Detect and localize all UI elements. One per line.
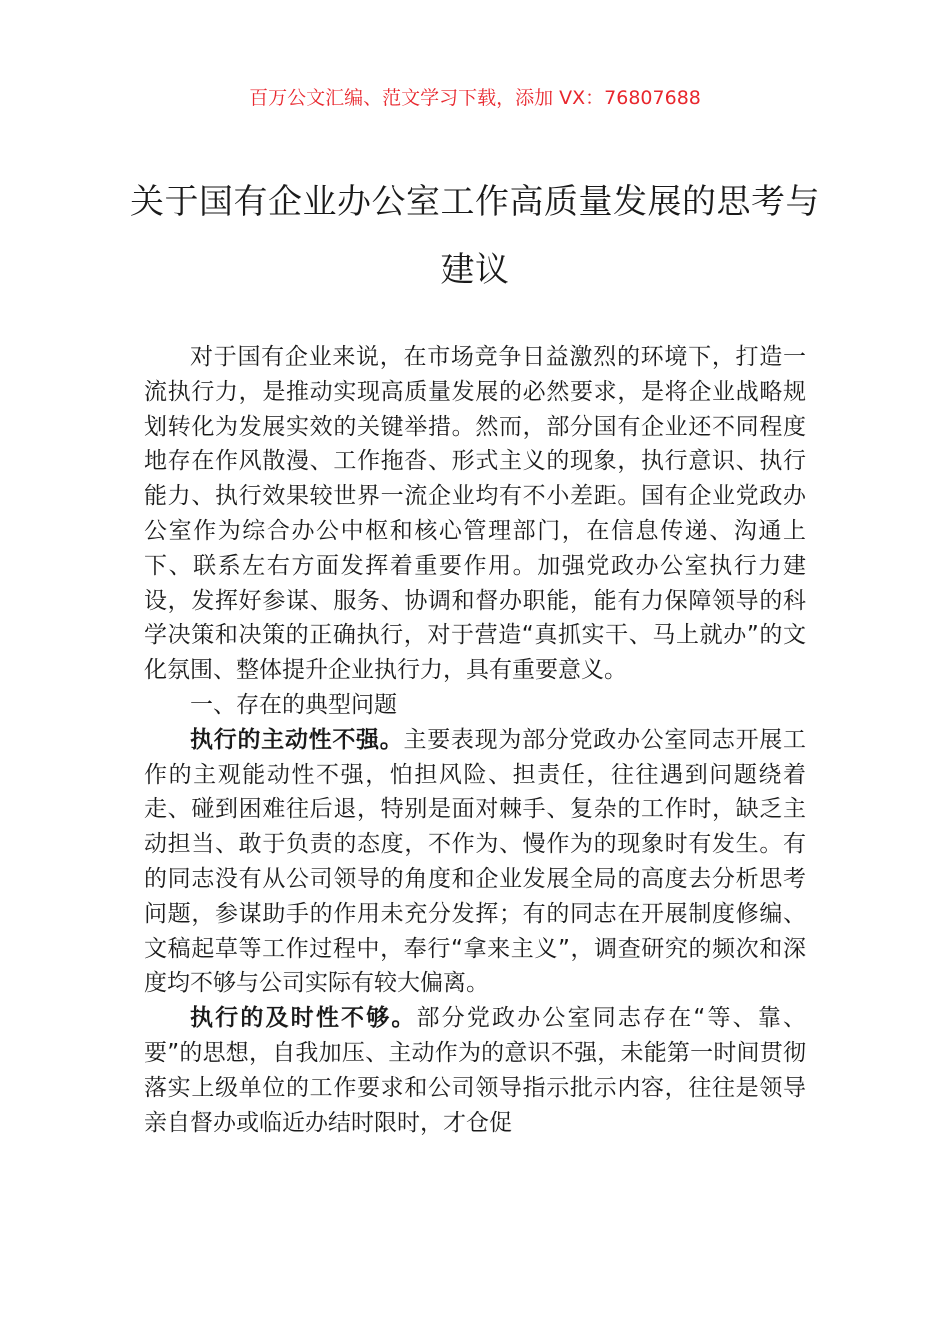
intro-paragraph: 对于国有企业来说，在市场竞争日益激烈的环境下，打造一流执行力，是推动实现高质量发展的必然要求，是将企业战略规划转化为发展实效的关键举措。然而，部分国有企业还不同程度地存在作风散漫、工作拖沓、形式主义的现象，执行意识、执行能力、执行效果较世界一流企业均有不小差距。国有企业党政办公室作为综合办公中枢和核心管理部门，在信息传递、沟通上下、联系左右方面发挥着重要作用。加强党政办公室执行力建设，发挥好参谋、服务、协调和督办职能，能有力保障领导的科学决策和决策的正确执行，对于营造“真抓实干、马上就办”的文化氛围、整体提升企业执行力，具有重要意义。 bbox=[144, 344, 806, 684]
section-heading: 一、存在的典型问题 bbox=[190, 691, 397, 718]
download-banner: 百万公文汇编、范文学习下载，添加 VX：76807688 bbox=[249, 87, 701, 109]
problem-paragraph-2 bbox=[144, 1001, 806, 1140]
document-title: 关于国有企业办公室工作高质量发展的思考与建议 bbox=[130, 182, 820, 290]
paragraph-text: 主要表现为部分党政办公室同志开展工作的主观能动性不强，怕担风险、担责任，往往遇到问题绕着走、碰到困难往后退，特别是面对棘手、复杂的工作时，缺乏主动担当、敢于负责的态度，不作为、慢作为的现象时有发生。有的同志没有从公司领导的角度和企业发展全局的高度去分析思考问题，参谋助手的作用未充分发挥；有的同志在开展制度修编、文稿起草等工作过程中，奉行“拿来主义”，调查研究的频次和深度均不够与公司实际有较大偏离。 bbox=[144, 726, 807, 997]
paragraph-lead: 执行的主动性不强。 bbox=[190, 726, 404, 753]
problem-paragraph-1 bbox=[144, 723, 806, 1001]
paragraph-text: 部分党政办公室同志存在“等、靠、要”的思想，自我加压、主动作为的意识不强，未能第一时间贯彻落实上级单位的工作要求和公司领导指示批示内容，往往是领导亲自督办或临近办结时限时，才仓促 bbox=[144, 1005, 806, 1136]
document-body bbox=[144, 340, 806, 1140]
paragraph-lead: 执行的及时性不够。 bbox=[190, 1005, 417, 1032]
